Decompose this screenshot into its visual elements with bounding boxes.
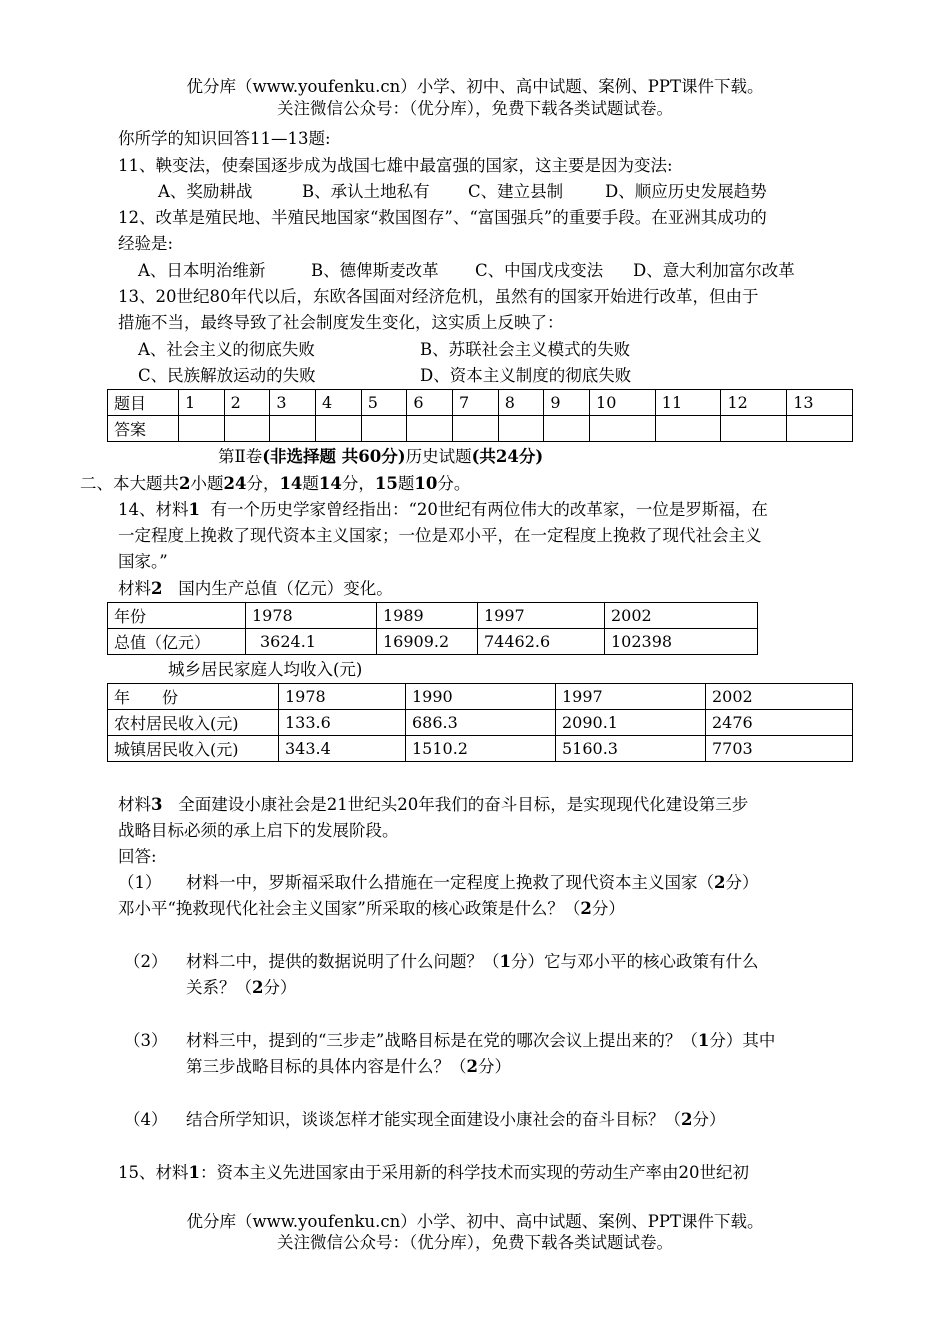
q12-option-b: B、德俾斯麦改革	[311, 261, 439, 280]
q12-option-d: D、意大利加富尔改革	[633, 261, 795, 280]
q12-stem-line-1: 12、改革是殖民地、半殖民地国家“救国图存”、“富国强兵”的重要手段。在亚洲其成功的	[118, 208, 767, 227]
income-year: 2002	[706, 684, 853, 710]
sub2-number: （2）	[124, 952, 168, 971]
answer-cell[interactable]	[721, 416, 787, 442]
gdp-year: 1997	[478, 603, 605, 629]
income-table-year-row	[108, 684, 853, 710]
sub2-line-1	[186, 953, 758, 972]
material-prefix: 材料	[118, 795, 151, 814]
section2-intro	[80, 475, 470, 494]
q13-option-d: D、资本主义制度的彻底失败	[420, 366, 632, 385]
rural-income-value: 2090.1	[556, 710, 706, 736]
section2-title-part: 第Ⅱ卷	[218, 447, 263, 466]
urban-income-label: 城镇居民收入(元)	[108, 736, 279, 762]
material-text: 全面建设小康社会是21世纪头20年我们的奋斗目标，是实现现代化建设第三步	[178, 795, 749, 814]
material-text: ：资本主义先进国家由于采用新的科学技术而实现的劳动生产率由20世纪初	[199, 1163, 749, 1182]
section2-title-part: (非选择题 共	[262, 447, 359, 466]
material-prefix: 15、材料	[118, 1163, 189, 1182]
answer-table-answer-row	[108, 416, 853, 442]
header-line-1: 优分库（www.youfenku.cn）小学、初中、高中试题、案例、PPT课件下载。	[186, 77, 764, 96]
sub3-line-1	[186, 1032, 775, 1051]
q11-option-c: C、建立县制	[468, 182, 564, 201]
answer-table-number: 9	[544, 390, 590, 416]
gdp-year: 2002	[605, 603, 758, 629]
sub1-line-1	[186, 874, 758, 893]
section2-title-part: (共	[471, 447, 496, 466]
sub2-text: 分）	[263, 978, 297, 997]
answer-cell[interactable]	[787, 416, 853, 442]
sub3-number: （3）	[124, 1031, 168, 1050]
answer-table-number: 11	[655, 390, 721, 416]
gdp-value: 74462.6	[478, 629, 605, 655]
answer-table-answer-label: 答案	[108, 416, 179, 442]
sub3-line-2	[186, 1058, 511, 1077]
sub4-number: （4）	[124, 1110, 168, 1129]
answer-table-number-row	[108, 390, 853, 416]
sub1-text: 分）	[591, 899, 625, 918]
q11-option-a: A、奖励耕战	[158, 182, 253, 201]
sub1-score: 2	[580, 899, 592, 918]
answer-table	[107, 389, 853, 442]
gdp-value: 16909.2	[377, 629, 478, 655]
section2-intro-part: 10	[414, 474, 438, 493]
intro-text: 你所学的知识回答11—13题:	[118, 129, 331, 148]
income-table-caption: 城乡居民家庭人均收入(元)	[168, 660, 363, 679]
answer-cell[interactable]	[453, 416, 499, 442]
answer-cell[interactable]	[498, 416, 544, 442]
answer-label: 回答:	[118, 847, 157, 866]
income-table	[107, 683, 853, 762]
answer-table-number: 10	[590, 390, 656, 416]
income-year: 1978	[279, 684, 406, 710]
section2-intro-part: 2	[179, 474, 191, 493]
q13-option-c: C、民族解放运动的失败	[138, 366, 316, 385]
income-table-urban-row	[108, 736, 853, 762]
answer-table-number: 12	[721, 390, 787, 416]
footer-line-2: 关注微信公众号：（优分库），免费下载各类试题试卷。	[277, 1233, 673, 1252]
sub3-text: 第三步战略目标的具体内容是什么？（	[186, 1057, 467, 1076]
sub2-score: 2	[252, 978, 264, 997]
urban-income-value: 5160.3	[556, 736, 706, 762]
sub4-text: 结合所学知识，谈谈怎样才能实现全面建设小康社会的奋斗目标？（	[186, 1110, 681, 1129]
sub2-text: 关系？（	[186, 978, 252, 997]
section2-title-part: 分)	[381, 447, 406, 466]
gdp-table-value-row	[108, 629, 758, 655]
answer-table-title-label: 题目	[108, 390, 179, 416]
sub3-text: 分）	[477, 1057, 511, 1076]
sub1-text: 邓小平“挽救现代化社会主义国家”所采取的核心政策是什么？（	[118, 899, 581, 918]
sub4-score: 2	[681, 1110, 693, 1129]
sub4-text: 分）	[692, 1110, 726, 1129]
sub1-text: 分）	[725, 873, 759, 892]
q14-material-1-line-1	[118, 501, 768, 520]
q13-option-b: B、苏联社会主义模式的失败	[420, 340, 631, 359]
answer-cell[interactable]	[590, 416, 656, 442]
section2-title	[218, 448, 543, 467]
section2-intro-part: 题	[302, 474, 319, 493]
rural-income-value: 2476	[706, 710, 853, 736]
sub2-text: 材料二中，提供的数据说明了什么问题？（	[186, 952, 500, 971]
q14-material-1-line-3: 国家。”	[118, 552, 168, 571]
q11-option-b: B、承认土地私有	[302, 182, 430, 201]
income-table-rural-row	[108, 710, 853, 736]
gdp-table-year-row	[108, 603, 758, 629]
sub2-line-2	[186, 979, 296, 998]
section2-title-part: 历史试题	[405, 447, 472, 466]
answer-table-number: 13	[787, 390, 853, 416]
answer-table-number: 4	[316, 390, 362, 416]
material-text: 国内生产总值（亿元）变化。	[178, 579, 393, 598]
q12-option-a: A、日本明治维新	[138, 261, 266, 280]
gdp-year-label: 年份	[108, 603, 246, 629]
q15-line-1	[118, 1164, 749, 1183]
material-number: 2	[151, 579, 163, 598]
sub2-score: 1	[499, 952, 511, 971]
answer-cell[interactable]	[361, 416, 407, 442]
answer-cell[interactable]	[179, 416, 225, 442]
gdp-year: 1989	[377, 603, 478, 629]
material-number: 1	[188, 500, 200, 519]
section2-intro-part: 小题	[190, 474, 224, 493]
section2-intro-part: 分，	[341, 474, 375, 493]
answer-table-number: 7	[453, 390, 499, 416]
rural-income-value: 686.3	[406, 710, 556, 736]
sub3-text: 分）其中	[709, 1031, 776, 1050]
answer-table-number: 6	[407, 390, 453, 416]
sub1-text: 材料一中，罗斯福采取什么措施在一定程度上挽救了现代资本主义国家（	[186, 873, 714, 892]
income-year: 1997	[556, 684, 706, 710]
sub2-text: 分）它与邓小平的核心政策有什么	[510, 952, 759, 971]
sub1-score: 2	[714, 873, 726, 892]
urban-income-value: 7703	[706, 736, 853, 762]
sub3-score: 2	[466, 1057, 478, 1076]
section2-intro-part: 14	[318, 474, 342, 493]
answer-cell[interactable]	[407, 416, 453, 442]
q13-stem-line-1: 13、20世纪80年代以后，东欧各国面对经济危机，虽然有的国家开始进行改革，但由于	[118, 287, 759, 306]
answer-cell[interactable]	[316, 416, 362, 442]
answer-cell[interactable]	[544, 416, 590, 442]
answer-table-number: 8	[498, 390, 544, 416]
q12-stem-line-2: 经验是:	[118, 234, 174, 253]
q11-stem: 11、鞅变法，使秦国逐步成为战国七雄中最富强的国家，这主要是因为变法:	[118, 156, 673, 175]
sub3-text: 材料三中，提到的“三步走”战略目标是在党的哪次会议上提出来的？（	[186, 1031, 698, 1050]
answer-table-number: 5	[361, 390, 407, 416]
section2-intro-part: 分。	[437, 474, 471, 493]
q14-material-2-caption	[118, 580, 393, 599]
sub1-number: （1）	[118, 873, 162, 892]
material-prefix: 材料	[118, 579, 151, 598]
answer-cell[interactable]	[224, 416, 270, 442]
material-number: 3	[151, 795, 163, 814]
answer-cell[interactable]	[655, 416, 721, 442]
gdp-table	[107, 602, 758, 655]
sub1-line-2	[118, 900, 625, 919]
section2-title-part: 60	[358, 447, 382, 466]
answer-table-number: 1	[179, 390, 225, 416]
footer-line-1: 优分库（www.youfenku.cn）小学、初中、高中试题、案例、PPT课件下载。	[186, 1212, 764, 1231]
urban-income-value: 343.4	[279, 736, 406, 762]
section2-title-part: 24	[495, 447, 519, 466]
material-number: 1	[188, 1163, 200, 1182]
section2-intro-part: 15	[374, 474, 398, 493]
q14-material-3-line-2: 战略目标必须的承上启下的发展阶段。	[118, 821, 399, 840]
sub4-line-1	[186, 1111, 725, 1130]
gdp-value: 3624.1	[246, 629, 377, 655]
answer-table-number: 2	[224, 390, 270, 416]
rural-income-value: 133.6	[279, 710, 406, 736]
header-line-2: 关注微信公众号：（优分库），免费下载各类试题试卷。	[277, 99, 673, 118]
section2-intro-part: 分，	[246, 474, 280, 493]
section2-title-part: 分)	[518, 447, 544, 466]
q14-material-1-line-2: 一定程度上挽救了现代资本主义国家；一位是邓小平，在一定程度上挽救了现代社会主义	[118, 526, 762, 545]
sub3-score: 1	[697, 1031, 710, 1050]
q13-option-a: A、社会主义的彻底失败	[138, 340, 315, 359]
answer-cell[interactable]	[270, 416, 316, 442]
answer-table-number: 3	[270, 390, 316, 416]
section2-intro-part: 14	[279, 474, 303, 493]
q12-option-c: C、中国戊戌变法	[475, 261, 604, 280]
gdp-year: 1978	[246, 603, 377, 629]
section2-intro-part: 二、本大题共	[80, 474, 179, 493]
rural-income-label: 农村居民收入(元)	[108, 710, 279, 736]
gdp-value: 102398	[605, 629, 758, 655]
q14-material-3-line-1	[118, 796, 748, 815]
gdp-value-label: 总值（亿元）	[108, 629, 246, 655]
income-year: 1990	[406, 684, 556, 710]
income-year-label: 年 份	[108, 684, 279, 710]
material-text: 有一个历史学家曾经指出：“20世纪有两位伟大的改革家，一位是罗斯福，在	[210, 500, 768, 519]
q11-option-d: D、顺应历史发展趋势	[605, 182, 767, 201]
material-prefix: 14、材料	[118, 500, 189, 519]
section2-intro-part: 24	[223, 474, 247, 493]
section2-intro-part: 题	[397, 474, 415, 493]
urban-income-value: 1510.2	[406, 736, 556, 762]
q13-stem-line-2: 措施不当，最终导致了社会制度发生变化，这实质上反映了：	[118, 313, 564, 332]
